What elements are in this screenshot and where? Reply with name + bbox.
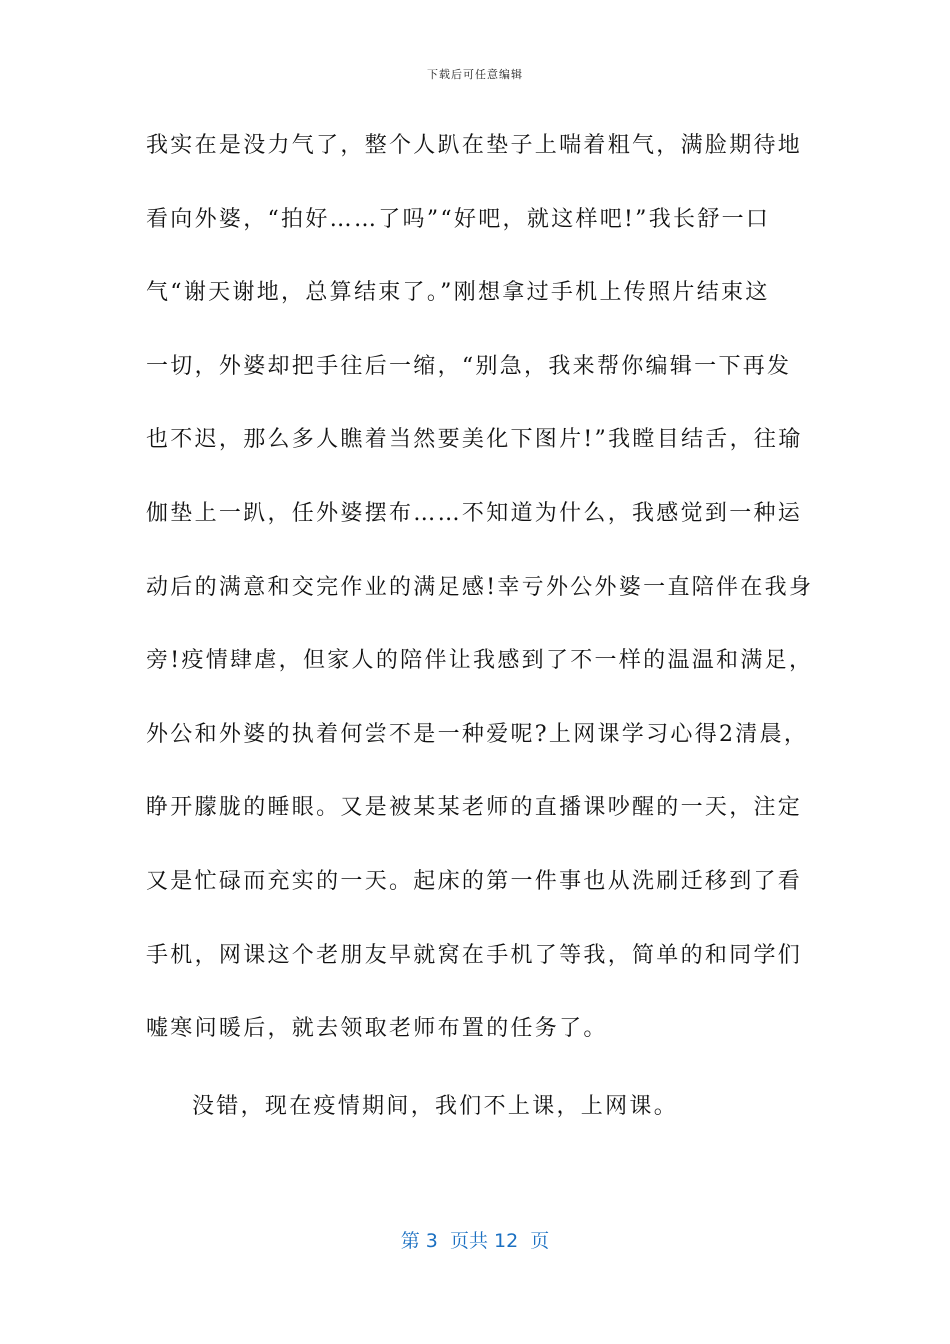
paragraph-line: 又是忙碌而充实的一天。起床的第一件事也从洗刷迁移到了看 [146,868,803,894]
page-header: 下载后可任意编辑 [427,68,523,81]
document-body [146,124,816,1158]
paragraph-line: 动后的满意和交完作业的满足感!幸亏外公外婆一直陪伴在我身 [146,574,814,600]
paragraph-line: 手机，网课这个老朋友早就窝在手机了等我，简单的和同学们 [146,942,803,968]
paragraph-line: 嘘寒问暖后，就去领取老师布置的任务了。 [146,1016,608,1042]
paragraph-line: 也不迟，那么多人瞧着当然要美化下图片!”我瞠目结舌，往瑜 [146,427,803,453]
paragraph-line: 气“谢天谢地，总算结束了。”刚想拿过手机上传照片结束这 [146,280,770,306]
paragraph-line: 睁开朦胧的睡眼。又是被某某老师的直播课吵醒的一天，注定 [146,795,803,821]
page-number-footer: 第 3 页共 12 页 [400,1230,550,1252]
paragraph-line: 看向外婆，“拍好……了吗”“好吧，就这样吧!”我长舒一口 [146,206,771,232]
paragraph-line: 我实在是没力气了，整个人趴在垫子上喘着粗气，满脸期待地 [146,133,803,158]
paragraph-line: 外公和外婆的执着何尝不是一种爱呢?上网课学习心得2清晨， [146,721,809,747]
indented-paragraph-line: 没错，现在疫情期间，我们不上课，上网课。 [192,1093,679,1119]
paragraph-line: 伽垫上一趴，任外婆摆布……不知道为什么，我感觉到一种运 [146,500,803,526]
paragraph-line: 旁!疫情肆虐，但家人的陪伴让我感到了不一样的温温和满足， [146,648,814,674]
paragraph-line: 一切，外婆却把手往后一缩，“别急，我来帮你编辑一下再发 [146,353,792,379]
